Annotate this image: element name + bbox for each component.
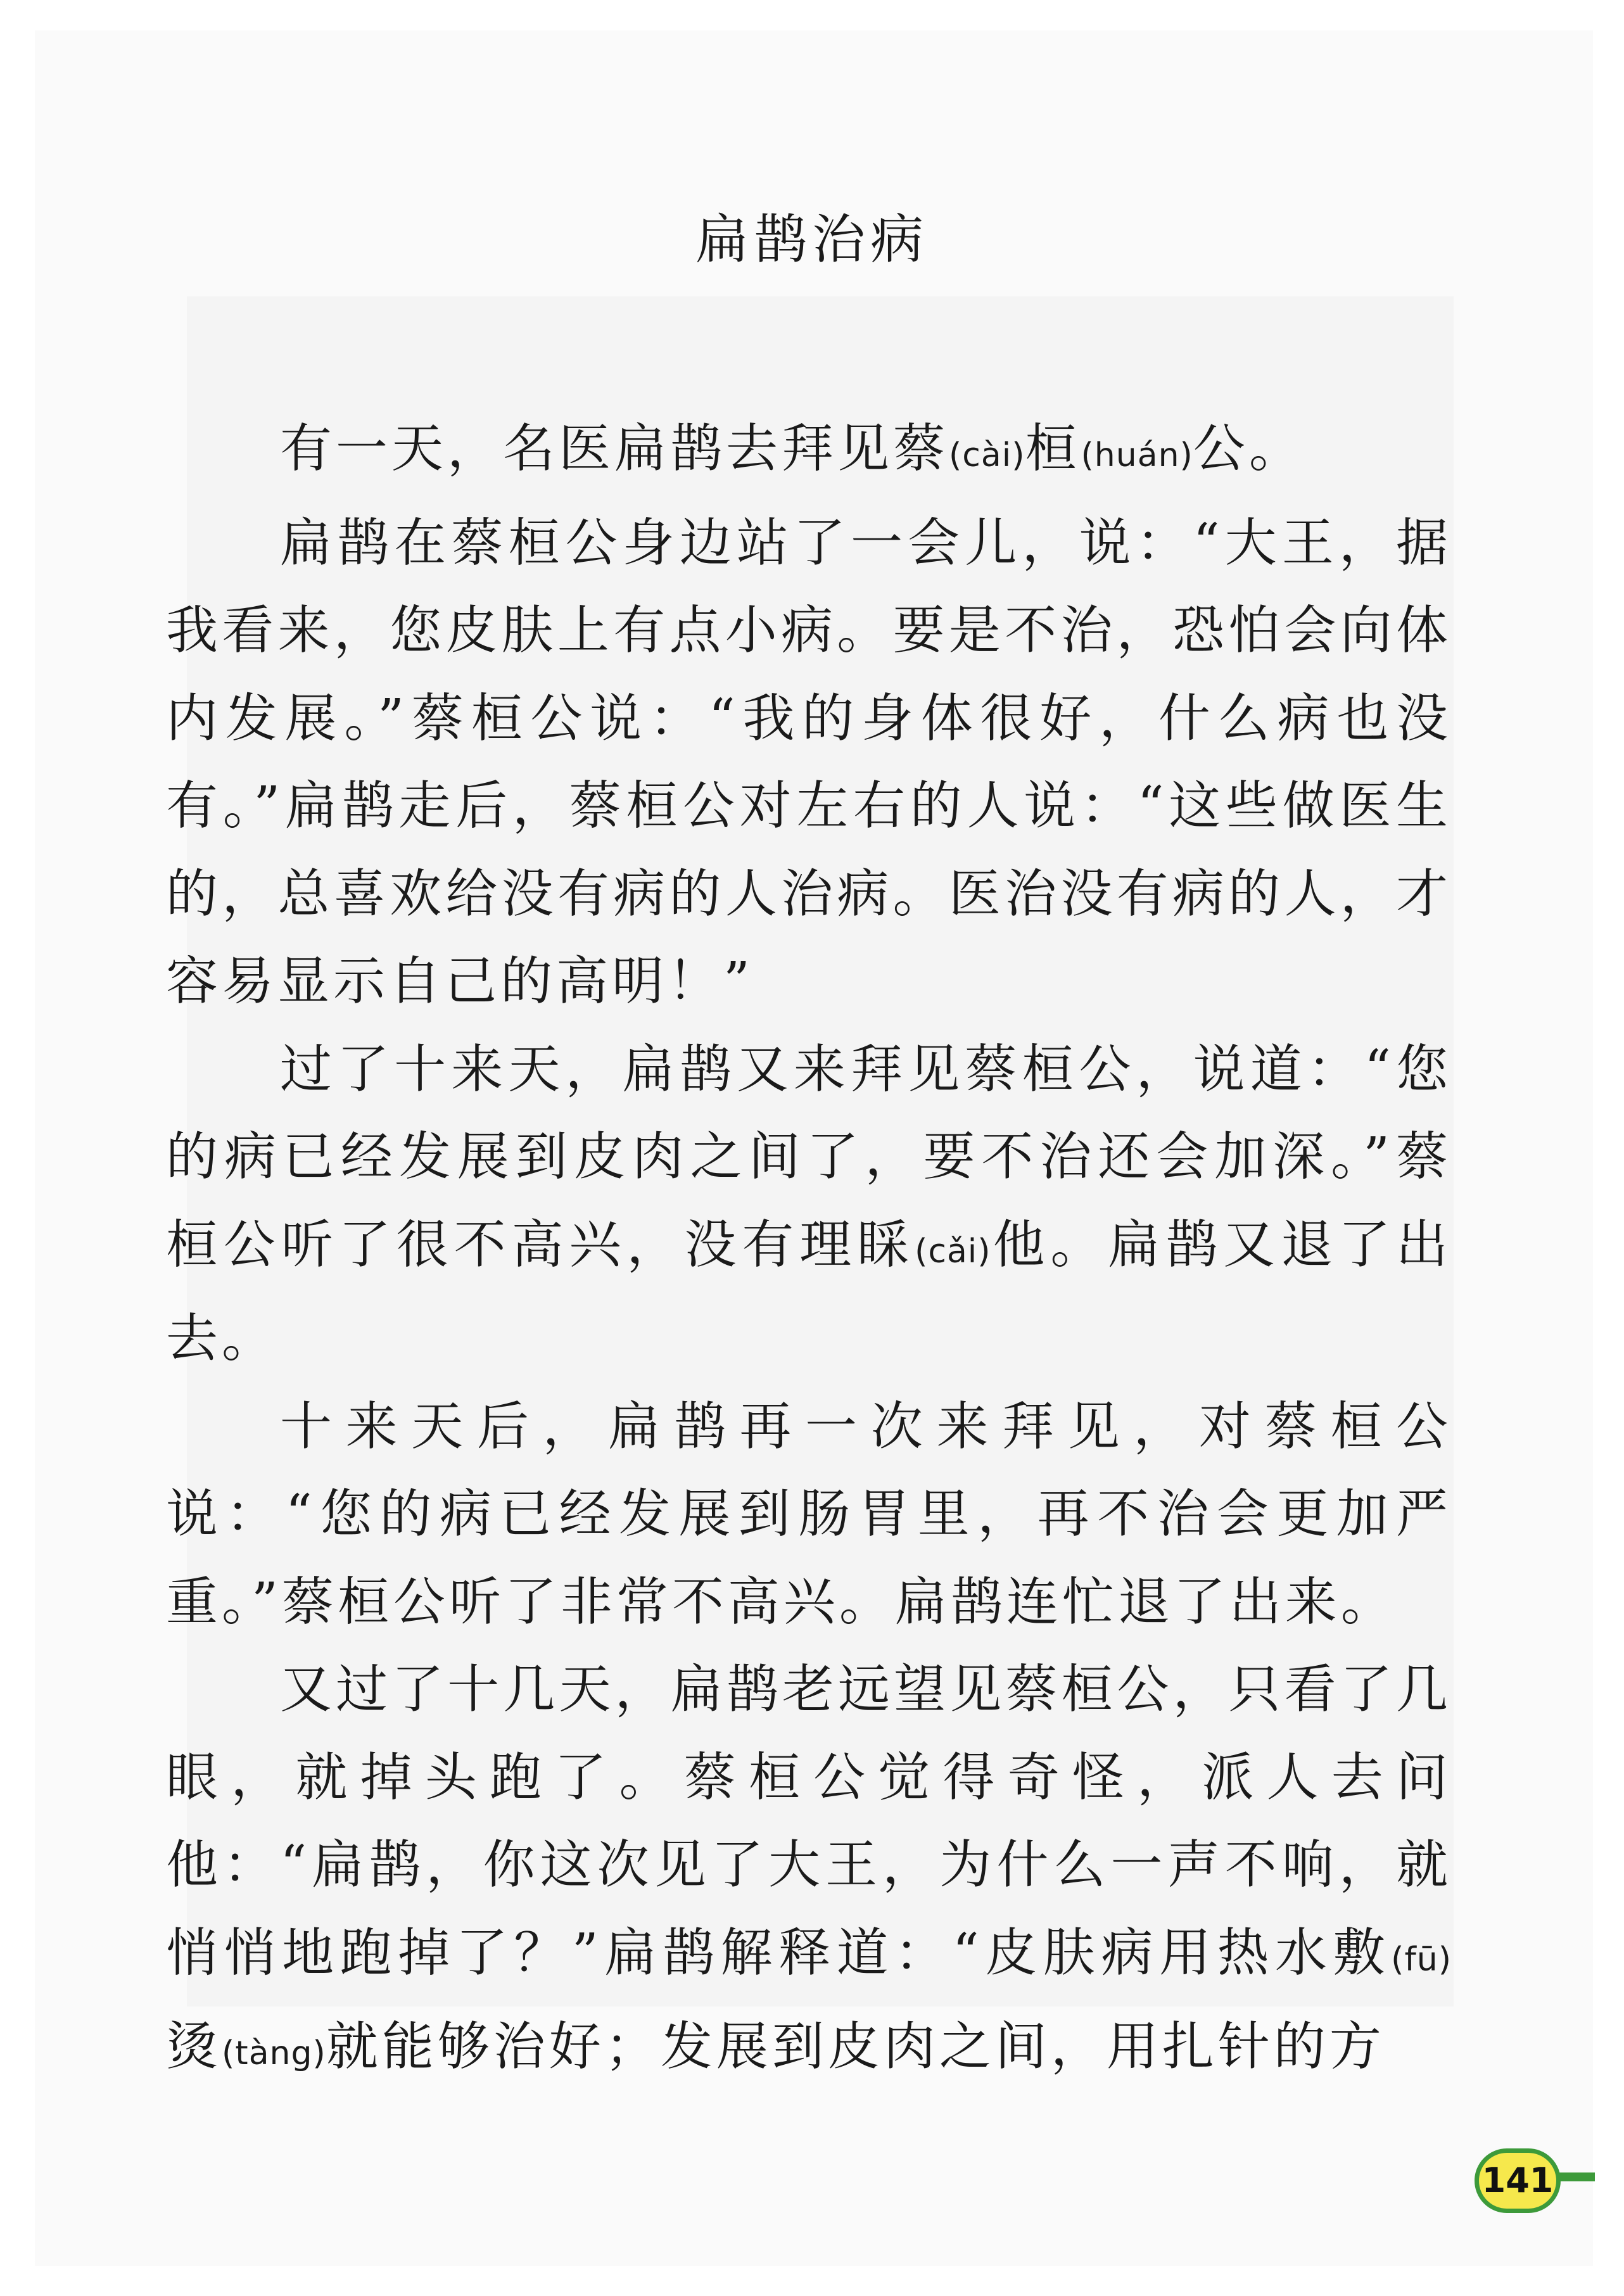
paragraph (166, 500, 1452, 1026)
paragraph-text: 他。扁鹊又退了出去。 (166, 1214, 1452, 1369)
paragraph-text: 公。 (1193, 419, 1305, 479)
pinyin-annotation: (cǎi) (915, 1232, 991, 1271)
paragraph (166, 1646, 1452, 2098)
pinyin-annotation: (huán) (1081, 436, 1193, 474)
story-body (166, 405, 1452, 2098)
paragraph-text: 扁鹊在蔡桓公身边站了一会儿，说：“大王，据我看来，您皮肤上有点小病。要是不治，恐怕会向体内发展。”蔡桓公说：“我的身体很好，什么病也没有。”扁鹊走后，蔡桓公对左右的人说：“这些做医生的，总喜欢给没有病的人治病。医治没有病的人，才容易显示自己的高明！” (166, 512, 1452, 1012)
paragraph-text: 桓 (1025, 419, 1081, 479)
paragraph-text: 就能够治好；发展到皮肉之间，用扎针的方 (326, 2017, 1385, 2077)
paragraph-text: 烫 (166, 2017, 222, 2077)
paragraph-text: 有一天，名医扁鹊去拜见蔡 (280, 419, 949, 479)
paragraph-text: 又过了十几天，扁鹊老远望见蔡桓公，只看了几眼，就掉头跑了。蔡桓公觉得奇怪，派人去问他：“扁鹊，你这次见了大王，为什么一声不响，就悄悄地跑掉了？”扁鹊解释道：“皮肤病用热水敷 (166, 1659, 1452, 1983)
page-number-badge: 141 (1475, 2148, 1561, 2213)
page-title: 扁鹊治病 (695, 208, 929, 270)
pinyin-annotation: (cài) (949, 436, 1025, 474)
paragraph-text: 十来天后，扁鹊再一次来拜见，对蔡桓公说：“您的病已经发展到肠胃里，再不治会更加严重。”蔡桓公听了非常不高兴。扁鹊连忙退了出来。 (166, 1396, 1452, 1632)
pinyin-annotation: (tàng) (222, 2034, 326, 2072)
paragraph (166, 1383, 1452, 1647)
pinyin-annotation: (fū) (1391, 1940, 1452, 1979)
paragraph-text: 过了十来天，扁鹊又来拜见蔡桓公，说道：“您的病已经发展到皮肉之间了，要不治还会加深。”蔡桓公听了很不高兴，没有理睬 (166, 1039, 1452, 1275)
paragraph (166, 405, 1452, 500)
paragraph (166, 1026, 1452, 1383)
page-number-tab (1557, 2172, 1595, 2181)
